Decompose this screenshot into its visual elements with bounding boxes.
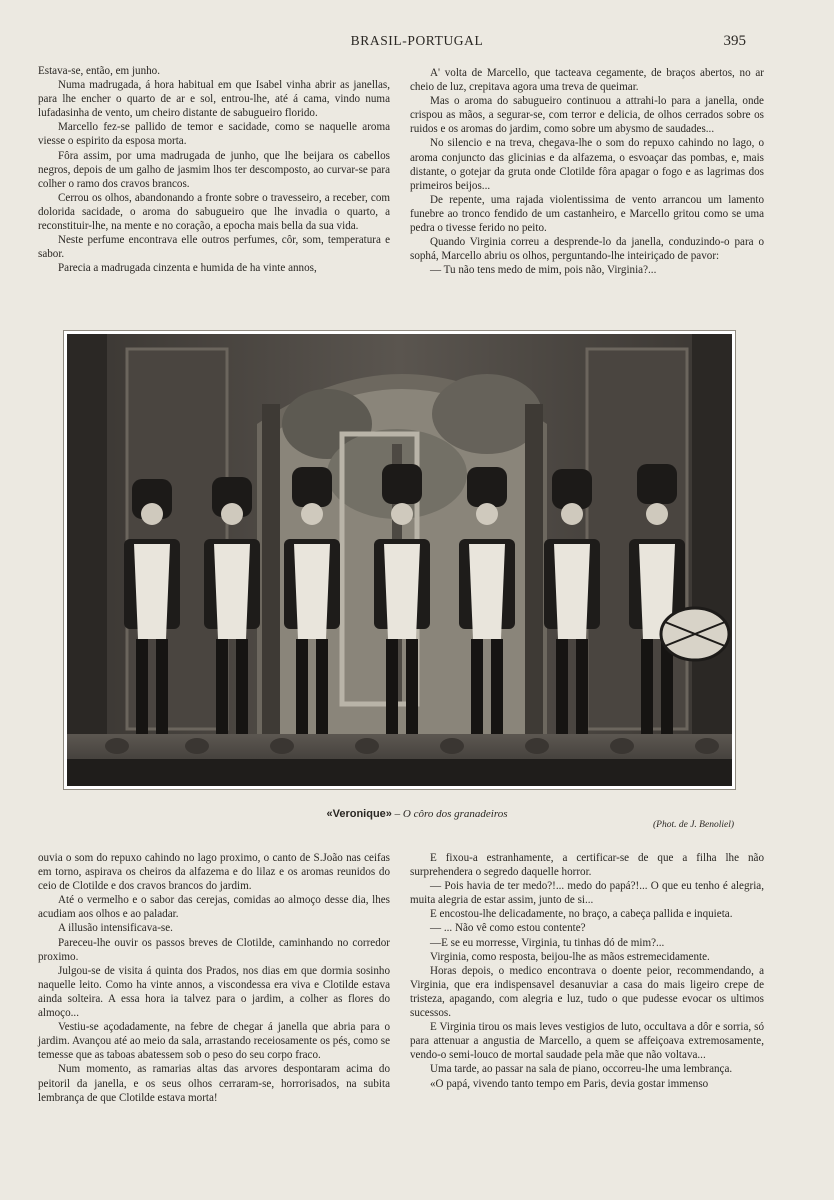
paragraph: Estava-se, então, em junho. (38, 65, 160, 77)
photograph-frame (63, 330, 736, 790)
paragraph: —E se eu morresse, Virginia, tu tinhas dó de mim?... (430, 936, 665, 949)
paragraph: Uma tarde, ao passar na sala de piano, occorreu-lhe uma lembrança. (430, 1063, 733, 1076)
paragraph: Num momento, as ramarias altas das arvores despontaram acima do peitoril da janella, e os seus olhos cerraram-se, horrorisados, na subita lembrança de que Clotilde estava morta! (38, 1063, 390, 1104)
caption-subtitle: O côro dos granadeiros (402, 808, 508, 820)
paragraph: Virginia, como resposta, beijou-lhe as mãos estremecidamente. (430, 950, 710, 963)
paragraph: De repente, uma rajada violentissima de vento arrancou um lamento funebre ao tronco fendido de um castanheiro, e Marcello gritou como se uma pedra o tivesse ferido no peito. (410, 193, 764, 235)
paragraph: «O papá, vivendo tanto tempo em Paris, devia gostar immenso (430, 1077, 709, 1090)
stage-scene-illustration (67, 334, 732, 786)
paragraph: Parecia a madrugada cinzenta e humida de ha vinte annos, (58, 262, 317, 275)
column-bottom-left (38, 851, 390, 1105)
caption-separator: – (391, 808, 403, 820)
page-header (0, 33, 834, 51)
paragraph: Marcello fez-se pallido de temor e sacidade, como se naquelle aroma viesse o espirito da esposa morta. (38, 121, 390, 148)
paragraph: E fixou-a estranhamente, a certificar-se de que a filha lhe não surprehendera o segredo daquelle horror. (410, 852, 764, 879)
paragraph: — Pois havia de ter medo?!... medo do papá?!... O que eu tenho é alegria, muita alegria de estar assim, junto de si... (410, 880, 764, 907)
paragraph: E encostou-lhe delicadamente, no braço, a cabeça pallida e inquieta. (430, 908, 733, 921)
column-bottom-right (410, 851, 764, 1091)
paragraph: Numa madrugada, á hora habitual em que Isabel vinha abrir as janellas, para lhe encher o quarto de ar e sol, entrou-lhe, até á cama, vindo numa lufadasinha de vento, um cheiro distante de sabugueiro florido. (38, 79, 390, 120)
paragraph: Vestiu-se açodadamente, na febre de chegar á janella que abria para o jardim. Avançou até ao meio da sala, arrastando receiosamente os pés, como se temesse que as taboas abatessem sob o peso do seu corpo fraco. (38, 1021, 390, 1062)
running-title: BRASIL-PORTUGAL (350, 33, 484, 48)
paragraph: Quando Virginia correu a desprende-lo da janella, conduzindo-o para o sophá, Marcello abriu os olhos, perguntando-lhe inteiriçado de pavor: (410, 236, 764, 263)
photo-caption (0, 808, 834, 820)
paragraph: Neste perfume encontrava elle outros perfumes, côr, som, temperatura e sabor. (38, 234, 390, 261)
paragraph: Horas depois, o medico encontrava o doente peior, recommendando, a Virginia, que era indispensavel desanuviar a casa do mais ligeiro crepe de tristeza, apagando, com alegria e luz, tudo o que pudesse evocar os ultimos sucessos. (410, 964, 764, 1020)
page-number: 395 (723, 33, 746, 49)
paragraph: Até o vermelho e o sabor das cerejas, comidas ao almoço desse dia, lhes acudiam aos olhos e ao paladar. (38, 894, 390, 921)
paragraph: Pareceu-lhe ouvir os passos breves de Clotilde, caminhando no corredor proximo. (38, 936, 390, 963)
paragraph: Cerrou os olhos, abandonando a fronte sobre o travesseiro, a receber, com dolorida sacidade, o aroma do sabugueiro que lhe invadia o quarto, a reconstituir-lhe, na mente e no coração, a epocha mais bella da sua vida. (38, 191, 390, 233)
paragraph: — ... Não vê como estou contente? (430, 922, 586, 935)
column-top-left (38, 64, 390, 275)
paragraph: Mas o aroma do sabugueiro continuou a attrahi-lo para a janella, onde crispou as mãos, a segurar-se, com terror e delicia, de olhos cerrados sobre os ruidos e os aromas do jardim, como sobre um abysmo de saudades... (410, 95, 764, 136)
paragraph: E Virginia tirou os mais leves vestigios de luto, occultava a dôr e sorria, só para attenuar a angustia de Marcello, a quem se affeiçoava extremosamente, vendo-o semi-louco de mortal saudade pela mãe que não voltava... (410, 1021, 764, 1062)
paragraph: Julgou-se de visita á quinta dos Prados, nos dias em que dormia sosinho naquelle leito. Como ha vinte annos, a viscondessa era viva e Clotilde estava ainda solteira. A essa hora ia talvez para o jardim, a colher as flores do almoço... (38, 964, 390, 1020)
paragraph: ouvia o som do repuxo cahindo no lago proximo, o canto de S.João nas ceifas em torno, aspirava os cheiros da alfazema e do lilaz e os aromas reunidos do ceio de Clotilde e dos cravos brancos do jardim. (38, 852, 390, 893)
paragraph: — Tu não tens medo de mim, pois não, Virginia?... (430, 264, 657, 277)
paragraph: Fôra assim, por uma madrugada de junho, que lhe beijara os cabellos negros, depois de um galho de jasmim lhos ter descomposto, ao curvar-se para colher o ramo dos cravos brancos. (38, 149, 390, 190)
photograph-grenadiers-chorus (67, 334, 732, 786)
column-top-right (410, 66, 764, 277)
photo-credit: (Phot. de J. Benoliel) (653, 820, 734, 830)
paragraph: A illusão intensificava-se. (58, 922, 173, 935)
caption-title: «Veronique» (326, 808, 392, 820)
paragraph: No silencio e na treva, chegava-lhe o som do repuxo cahindo no lago, o aroma conjuncto das glicinias e da alfazema, o esvoaçar das pombas, e, mais distante, o gotejar da gruta onde Clotilde fôra apagar o fogo e as lagrimas dos primeiros beijos... (410, 137, 764, 192)
paragraph: A' volta de Marcello, que tacteava cegamente, de braços abertos, no ar cheio de luz, crepitava agora uma treva de queimar. (410, 67, 764, 94)
